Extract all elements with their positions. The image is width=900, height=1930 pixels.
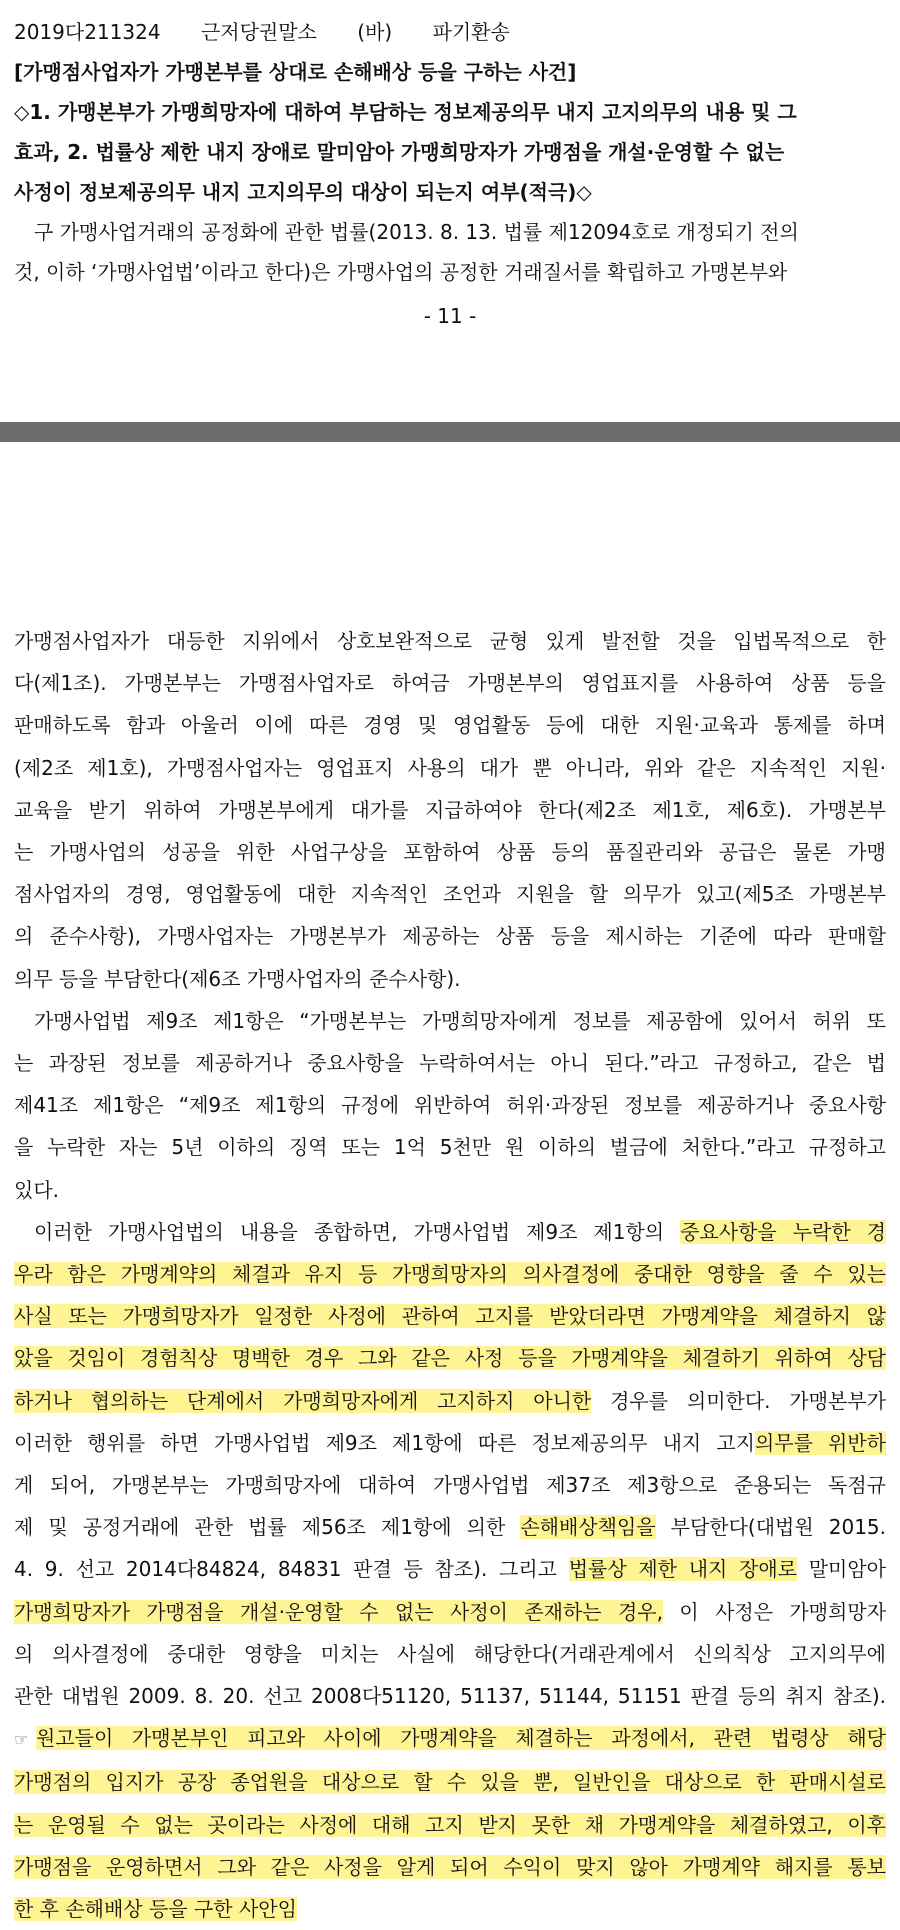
page-body-section — [0, 620, 900, 1930]
body-line: 는 과장된 정보를 제공하거나 중요사항을 누락하여서는 아니 된다.”라고 규정하고, 같은 법 — [14, 1051, 886, 1076]
body-line: 판매하도록 함과 아울러 이에 따른 경영 및 영업활동 등에 대한 지원·교육과 통제를 하며 — [14, 713, 886, 738]
body-line: 다(제1조). 가맹본부는 가맹점사업자로 하여금 가맹본부의 영업표지를 사용하여 상품 등을 — [14, 671, 886, 696]
highlighted-text: 았을 것임이 경험칙상 명백한 경우 그와 같은 사정 등을 가맹계약을 체결하기 위하여 상담 — [14, 1346, 886, 1371]
case-result: 파기환송 — [432, 20, 510, 44]
body-line: 의 준수사항), 가맹사업자는 가맹본부가 제공하는 상품 등을 제시하는 기준에 따라 판매할 — [14, 924, 886, 949]
case-name: 근저당권말소 — [200, 20, 317, 44]
case-marker: (바) — [357, 20, 393, 44]
body-line: (제2조 제1호), 가맹점사업자는 영업표지 사용의 대가 뿐 아니라, 위와 같은 지속적인 지원· — [14, 755, 886, 780]
highlighted-text: 중요사항을 누락한 경 — [680, 1219, 886, 1244]
text-segment: 부담한다(대법원 2015. — [655, 1515, 886, 1540]
highlighted-text: 가맹희망자가 가맹점을 개설·운영할 수 없는 사정이 존재하는 경우, — [14, 1599, 663, 1624]
body-line: 의 의사결정에 중대한 영향을 미치는 사실에 해당한다(거래관계에서 신의칙상 고지의무에 — [14, 1641, 886, 1666]
body-line: 있다. — [14, 1177, 59, 1202]
issue-line-2: 효과, 2. 법률상 제한 내지 장애로 말미암아 가맹희망자가 가맹점을 개설·운영할 수 없는 — [14, 140, 785, 164]
body-line — [14, 1422, 886, 1464]
body-line — [14, 1888, 886, 1930]
text-segment: 말미암아 — [797, 1557, 886, 1582]
body-line: 가맹사업법 제9조 제1항은 “가맹본부는 가맹희망자에게 정보를 제공함에 있어서 허위 또 — [34, 1008, 886, 1033]
intro-line-2: 것, 이하 ‘가맹사업법’이라고 한다)은 가맹사업의 공정한 거래질서를 확립하고 가맹본부와 — [14, 260, 788, 284]
text-segment: 이 사정은 가맹희망자 — [663, 1599, 886, 1624]
body-line: 가맹점사업자가 대등한 지위에서 상호보완적으로 균형 있게 발전할 것을 입법목적으로 한 — [14, 629, 886, 653]
body-line: 교육을 받기 위하여 가맹본부에게 대가를 지급하여야 한다(제2조 제1호, 제6호). 가맹본부 — [14, 797, 886, 822]
highlighted-text: 한 후 손해배상 등을 구한 사안임 — [14, 1897, 297, 1922]
highlighted-text: 가맹점을 운영하면서 그와 같은 사정을 알게 되어 수익이 맞지 않아 가맹계약 해지를 통보 — [14, 1854, 886, 1879]
highlighted-text: 우라 함은 가맹계약의 체결과 유지 등 가맹희망자의 의사결정에 중대한 영향을 줄 수 있는 — [14, 1262, 886, 1287]
body-line — [14, 1804, 886, 1846]
case-title: [가맹점사업자가 가맹본부를 상대로 손해배상 등을 구하는 사건] — [14, 60, 577, 84]
body-line: 의무 등을 부담한다(제6조 가맹사업자의 준수사항). — [14, 966, 461, 991]
body-line — [14, 1591, 886, 1633]
highlighted-text: 손해배상책임을 — [520, 1515, 656, 1540]
case-number: 2019다211324 — [14, 20, 161, 44]
body-line — [14, 1846, 886, 1888]
body-line: 관한 대법원 2009. 8. 20. 선고 2008다51120, 51137, 51144, 51151 판결 등의 취지 참조). — [14, 1684, 886, 1709]
body-line: 점사업자의 경영, 영업활동에 대한 지속적인 조언과 지원을 할 의무가 있고(제5조 가맹본부 — [14, 882, 886, 907]
body-line: 을 누락한 자는 5년 이하의 징역 또는 1억 5천만 원 이하의 벌금에 처한다.”라고 규정하고 — [14, 1135, 886, 1160]
body-line — [14, 1717, 886, 1761]
body-line — [14, 1380, 886, 1422]
intro-line-1: 구 가맹사업거래의 공정화에 관한 법률(2013. 8. 13. 법률 제12094호로 개정되기 전의 — [34, 220, 799, 244]
body-line — [14, 1295, 886, 1337]
body-line — [14, 1761, 886, 1803]
highlighted-text: 하거나 협의하는 단계에서 가맹희망자에게 고지하지 아니한 — [14, 1388, 592, 1413]
text-segment: 4. 9. 선고 2014다84824, 84831 판결 등 참조). 그리고 — [14, 1557, 569, 1582]
body-line — [14, 1337, 886, 1379]
body-line — [14, 1253, 886, 1295]
body-line — [14, 1211, 886, 1253]
text-segment: 경우를 의미한다. 가맹본부가 — [591, 1388, 886, 1413]
body-line: 게 되어, 가맹본부는 가맹희망자에 대하여 가맹사업법 제37조 제3항으로 준용되는 독점규 — [14, 1473, 886, 1498]
highlighted-text: 사실 또는 가맹희망자가 일정한 사정에 관하여 고지를 받았더라면 가맹계약을 체결하지 않 — [14, 1304, 886, 1329]
page-divider — [0, 422, 900, 442]
text-segment: 이러한 가맹사업법의 내용을 종합하면, 가맹사업법 제9조 제1항의 — [34, 1219, 681, 1244]
body-line: 제41조 제1항은 “제9조 제1항의 규정에 위반하여 허위·과장된 정보를 제공하거나 중요사항 — [14, 1093, 886, 1118]
body-line — [14, 1506, 886, 1548]
text-segment: 제 및 공정거래에 관한 법률 제56조 제1항에 의한 — [14, 1515, 521, 1540]
issue-line-1: ◇1. 가맹본부가 가맹희망자에 대하여 부담하는 정보제공의무 내지 고지의무의 내용 및 그 — [14, 100, 797, 124]
text-segment: 이러한 행위를 하면 가맹사업법 제9조 제1항에 따른 정보제공의무 내지 고지 — [14, 1430, 755, 1455]
highlighted-text: 법률상 제한 내지 장애로 — [568, 1557, 797, 1582]
highlighted-text: 는 운영될 수 없는 곳이라는 사정에 대해 고지 받지 못한 채 가맹계약을 체결하였고, 이후 — [14, 1812, 886, 1837]
page-number: - 11 - — [423, 304, 477, 328]
highlighted-text: 의무를 위반하 — [754, 1430, 886, 1455]
body-line: 는 가맹사업의 성공을 위한 사업구상을 포함하여 상품 등의 품질관리와 공급은 물론 가맹 — [14, 840, 886, 865]
issue-line-3: 사정이 정보제공의무 내지 고지의무의 대상이 되는지 여부(적극)◇ — [14, 180, 592, 204]
case-header — [14, 12, 886, 52]
body-line — [14, 1548, 886, 1590]
page-top-section — [0, 0, 900, 420]
highlighted-text: 가맹점의 입지가 공장 종업원을 대상으로 할 수 있을 뿐, 일반인을 대상으로 한 판매시설로 — [14, 1770, 886, 1795]
highlighted-text: 원고들이 가맹본부인 피고와 사이에 가맹계약을 체결하는 과정에서, 관련 법령상 해당 — [36, 1726, 886, 1751]
pointing-hand-icon: ☞ — [14, 1730, 29, 1750]
